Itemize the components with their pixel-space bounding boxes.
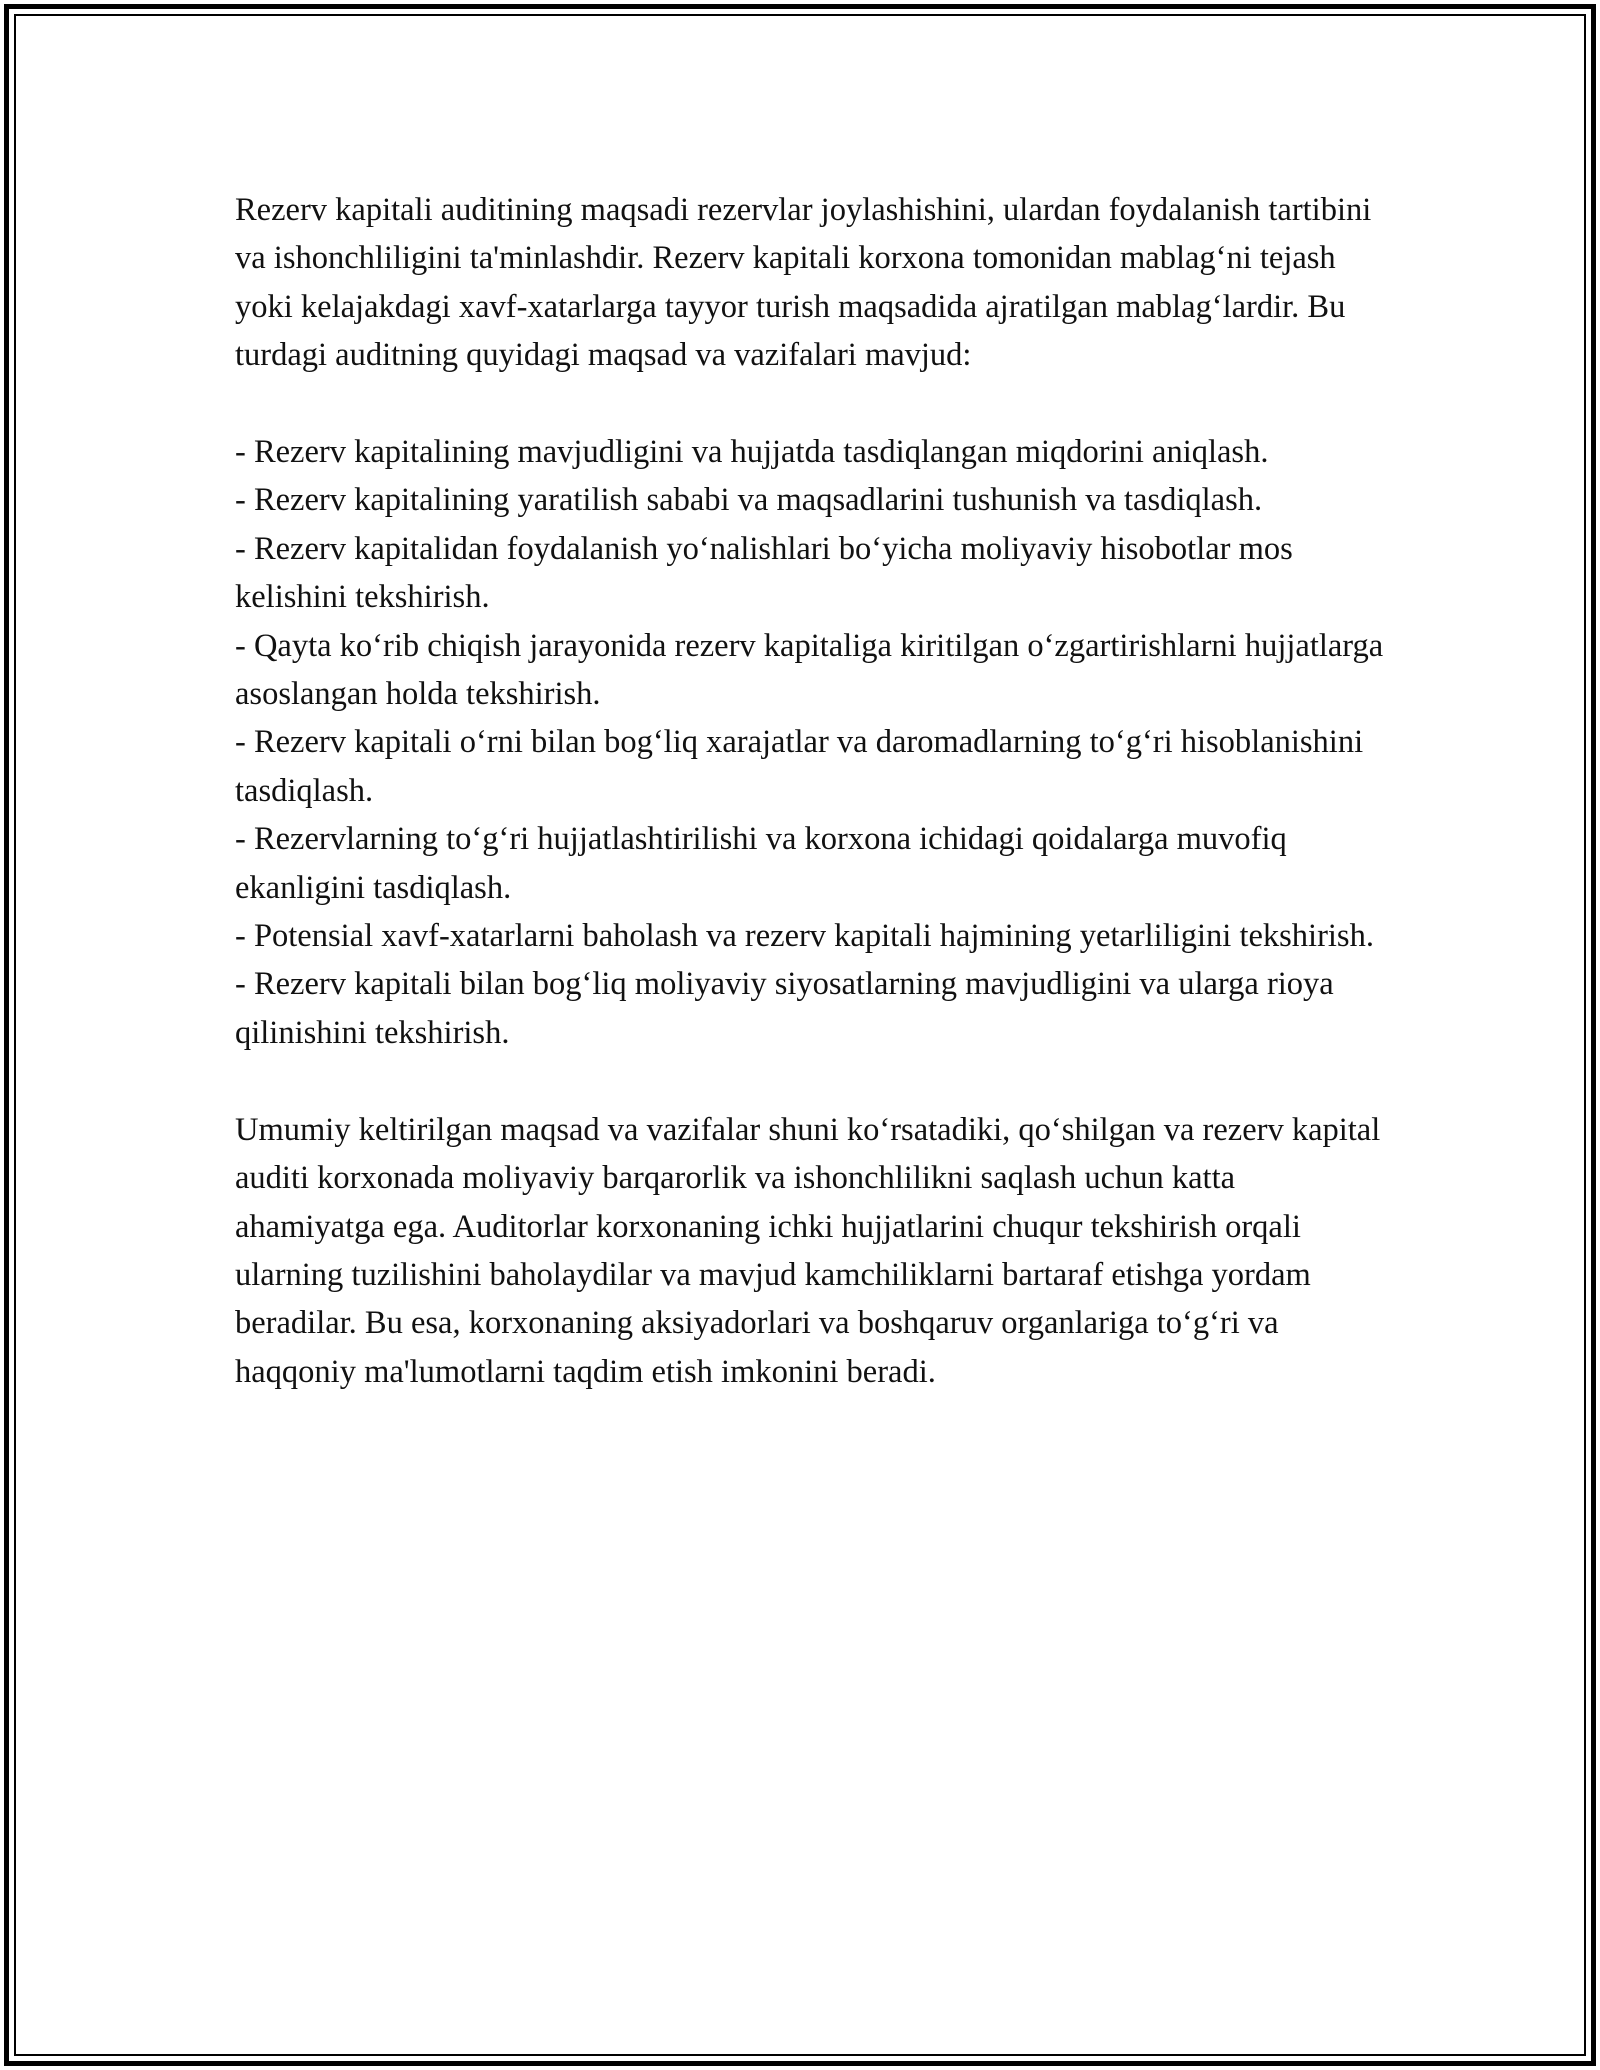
list-item: - Qayta ko‘rib chiqish jarayonida rezerv kapitaliga kiritilgan o‘zgartirishlarni hujjatlarga asoslangan holda tekshirish. xyxy=(235,627,1384,713)
list-item: - Potensial xavf-xatarlarni baholash va rezerv kapitali hajmining yetarliligini tekshirish. xyxy=(235,918,1374,955)
list-item: - Rezerv kapitali o‘rni bilan bog‘liq xarajatlar va daromadlarning to‘g‘ri hisoblanishini tasdiqlash. xyxy=(235,724,1364,809)
document-body xyxy=(235,186,1385,1396)
list-item: - Rezerv kapitali bilan bog‘liq moliyaviy siyosatlarning mavjudligini va ularga rioya qilinishini tekshirish. xyxy=(235,966,1334,1051)
list-item: - Rezervlarning to‘g‘ri hujjatlashtirilishi va korxona ichidagi qoidalarga muvofiq ekanligini tasdiqlash. xyxy=(235,821,1287,906)
conclusion-paragraph: Umumiy keltirilgan maqsad va vazifalar shuni ko‘rsatadiki, qo‘shilgan va rezerv kapital auditi korxonada moliyaviy barqarorlik va ishonchlilikni saqlash uchun katta ahamiyatga ega. Auditorlar korxonaning ichki hujjatlarini chuqur tekshirish orqali ularning tuzilishini baholaydilar va mavjud kamchiliklarni bartaraf etishga yordam beradilar. Bu esa, korxonaning aksiyadorlari va boshqaruv organlariga to‘g‘ri va haqqoniy ma'lumotlarni taqdim etish imkonini beradi. xyxy=(235,1111,1381,1390)
list-item: - Rezerv kapitalidan foydalanish yo‘nalishlari bo‘yicha moliyaviy hisobotlar mos kelishini tekshirish. xyxy=(235,530,1293,616)
paragraph-spacer xyxy=(235,1057,1385,1105)
list-item: - Rezerv kapitalining yaratilish sababi va maqsadlarini tushunish va tasdiqlash. xyxy=(235,482,1263,519)
objectives-list xyxy=(235,428,1385,1057)
intro-paragraph: Rezerv kapitali auditining maqsadi rezervlar joylashishini, ulardan foydalanish tartibini va ishonchliligini ta'minlashdir. Rezerv kapitali korxona tomonidan mablag‘ni tejash yoki kelajakdagi xavf-xatarlarga tayyor turish maqsadida ajratilgan mablag‘lardir. Bu turdagi auditning quyidagi maqsad va vazifalari mavjud: xyxy=(235,192,1372,374)
list-item: - Rezerv kapitalining mavjudligini va hujjatda tasdiqlangan miqdorini aniqlash. xyxy=(235,434,1269,471)
paragraph-spacer xyxy=(235,380,1385,428)
